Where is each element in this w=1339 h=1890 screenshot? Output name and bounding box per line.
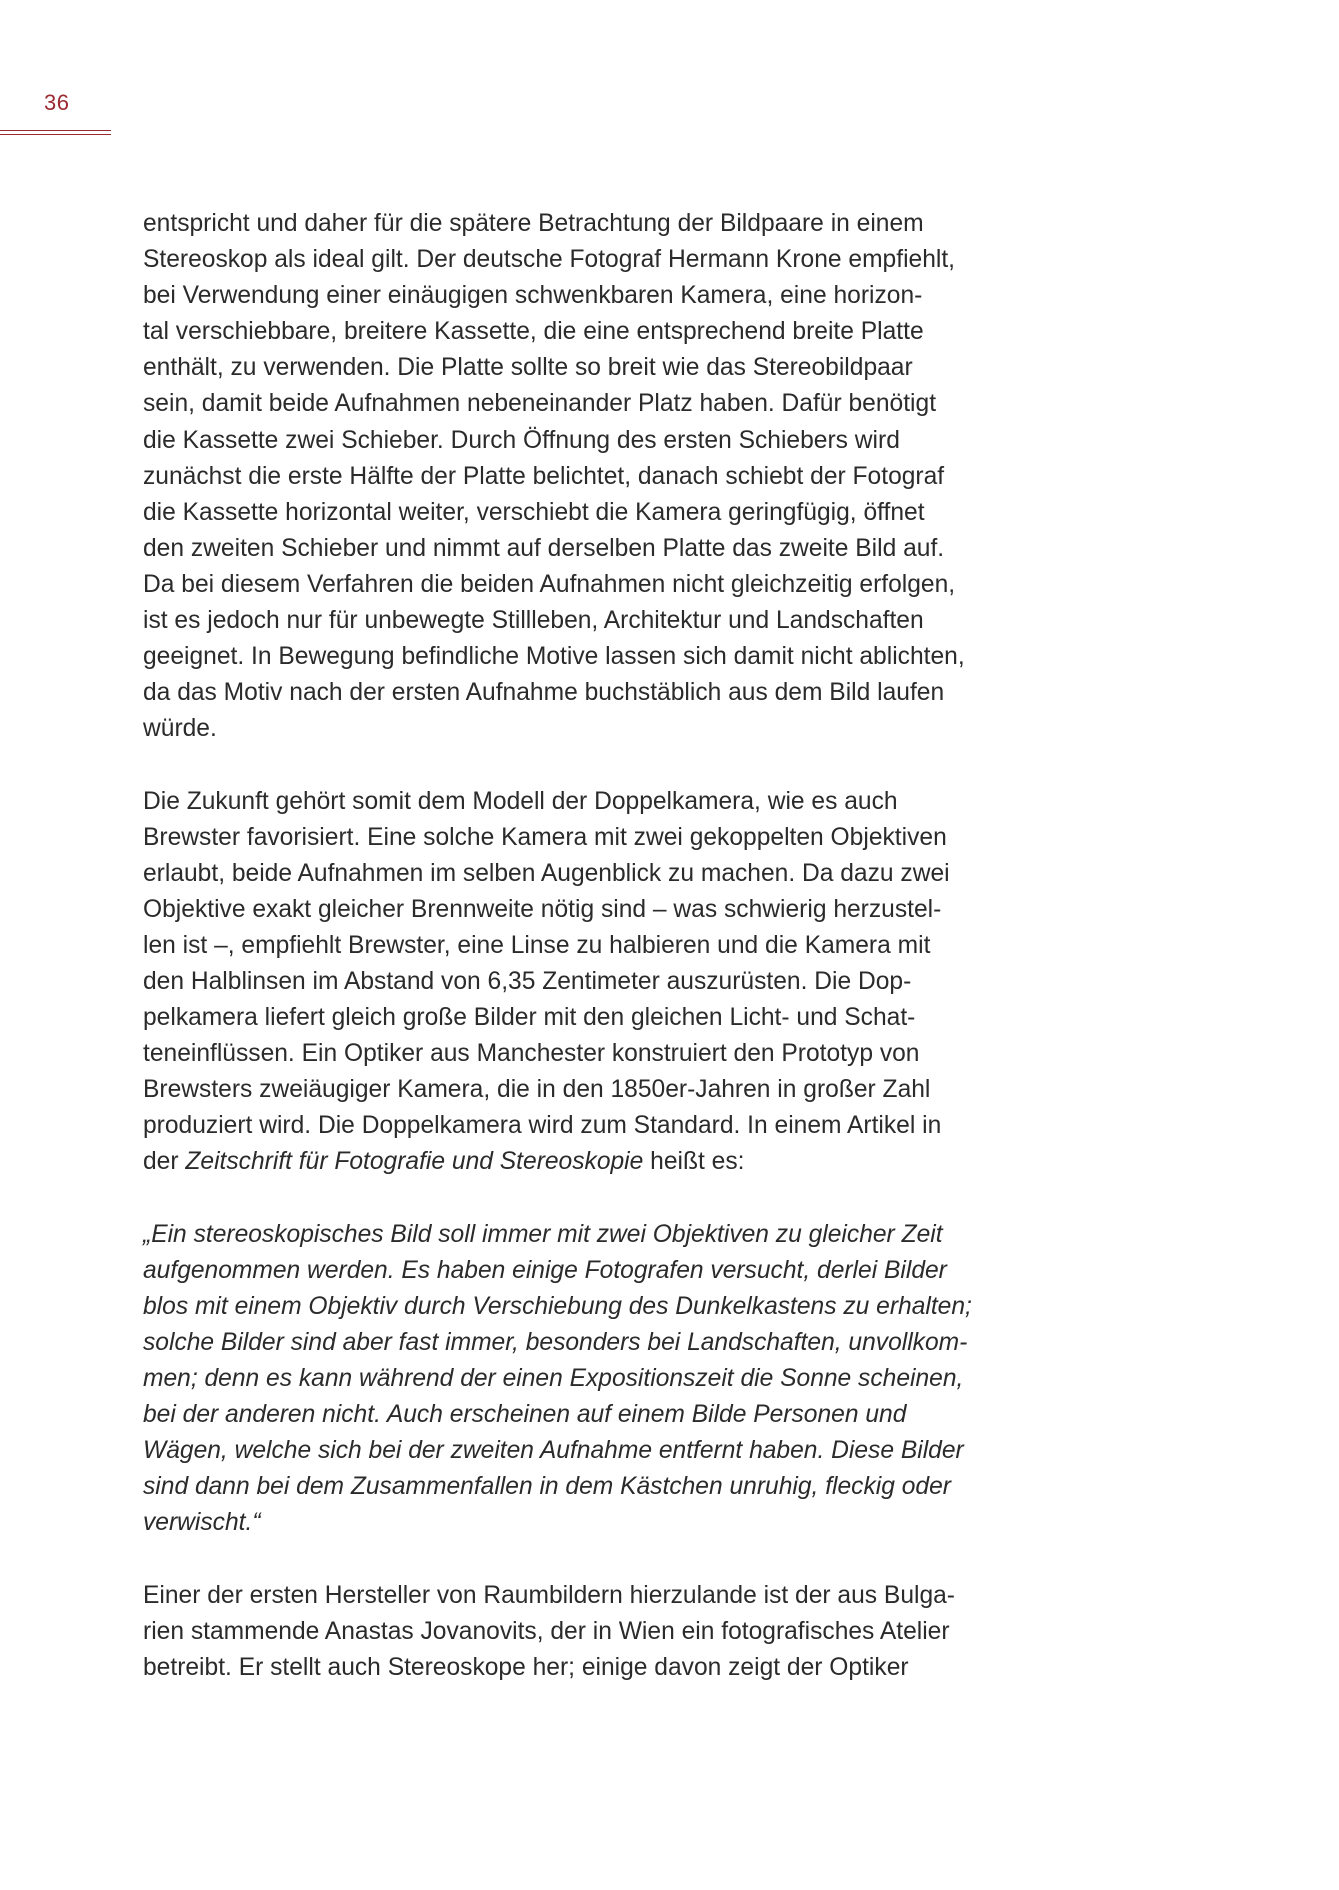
body-text xyxy=(143,206,1043,1722)
text-line: zunächst die erste Hälfte der Platte belichtet, danach schiebt der Fotograf xyxy=(143,462,945,490)
text-line: die Kassette zwei Schieber. Durch Öffnung des ersten Schiebers wird xyxy=(143,426,900,454)
text-line: enthält, zu verwenden. Die Platte sollte so breit wie das Stereobildpaar xyxy=(143,354,913,382)
text-line: bei Verwendung einer einäugigen schwenkbaren Kamera, eine horizon- xyxy=(143,282,923,310)
text-line: len ist –, empfiehlt Brewster, eine Linse zu halbieren und die Kamera mit xyxy=(143,931,931,959)
journal-title: Zeitschrift für Fotografie und Stereoskopie xyxy=(185,1148,644,1176)
paragraph-1 xyxy=(143,206,1043,747)
text-line: ist es jedoch nur für unbewegte Stillleben, Architektur und Landschaften xyxy=(143,607,924,635)
text-line: die Kassette horizontal weiter, verschiebt die Kamera geringfügig, öffnet xyxy=(143,498,925,526)
quote-line: „Ein stereoskopisches Bild soll immer mit zwei Objektiven zu gleicher Zeit xyxy=(143,1220,943,1248)
text-line: Da bei diesem Verfahren die beiden Aufnahmen nicht gleichzeitig erfolgen, xyxy=(143,570,956,598)
quote-line: bei der anderen nicht. Auch erscheinen auf einem Bilde Personen und xyxy=(143,1401,907,1429)
text-line: pelkamera liefert gleich große Bilder mit den gleichen Licht- und Schat- xyxy=(143,1004,916,1032)
quote-line: sind dann bei dem Zusammenfallen in dem Kästchen unruhig, fleckig oder xyxy=(143,1473,951,1501)
text-line: produziert wird. Die Doppelkamera wird zum Standard. In einem Artikel in xyxy=(143,1112,942,1140)
page-number-rule xyxy=(0,130,111,135)
quote-line: Wägen, welche sich bei der zweiten Aufnahme entfernt haben. Diese Bilder xyxy=(143,1437,964,1465)
text-segment: heißt es: xyxy=(643,1148,745,1176)
text-line: erlaubt, beide Aufnahmen im selben Augenblick zu machen. Da dazu zwei xyxy=(143,859,950,887)
text-line: da das Motiv nach der ersten Aufnahme buchstäblich aus dem Bild laufen xyxy=(143,679,945,707)
text-line: Die Zukunft gehört somit dem Modell der Doppelkamera, wie es auch xyxy=(143,787,898,815)
text-line: Einer der ersten Hersteller von Raumbildern hierzulande ist der aus Bulga- xyxy=(143,1581,956,1609)
text-line: würde. xyxy=(143,715,217,743)
text-line: Objektive exakt gleicher Brennweite nötig sind – was schwierig herzustel- xyxy=(143,895,942,923)
paragraph-2 xyxy=(143,784,1043,1181)
paragraph-4 xyxy=(143,1578,1043,1686)
quote-line: solche Bilder sind aber fast immer, besonders bei Landschaften, unvollkom- xyxy=(143,1328,968,1356)
text-line: sein, damit beide Aufnahmen nebeneinander Platz haben. Dafür benötigt xyxy=(143,390,937,418)
quote-line: verwischt.“ xyxy=(143,1509,261,1537)
text-segment: der xyxy=(143,1148,186,1176)
text-line: betreibt. Er stellt auch Stereoskope her; einige davon zeigt der Optiker xyxy=(143,1653,909,1681)
page-number: 36 xyxy=(44,90,70,115)
text-line: Stereoskop als ideal gilt. Der deutsche Fotograf Hermann Krone empfiehlt, xyxy=(143,246,956,274)
text-line: teneinflüssen. Ein Optiker aus Manchester konstruiert den Prototyp von xyxy=(143,1040,920,1068)
quote-line: men; denn es kann während der einen Expositionszeit die Sonne scheinen, xyxy=(143,1365,964,1392)
text-line: entspricht und daher für die spätere Betrachtung der Bildpaare in einem xyxy=(143,210,924,237)
quote-line: aufgenommen werden. Es haben einige Fotografen versucht, derlei Bilder xyxy=(143,1256,947,1284)
text-line: tal verschiebbare, breitere Kassette, die eine entsprechend breite Platte xyxy=(143,318,924,346)
text-line: Brewster favorisiert. Eine solche Kamera mit zwei gekoppelten Objektiven xyxy=(143,823,947,851)
quote-line: blos mit einem Objektiv durch Verschiebung des Dunkelkastens zu erhalten; xyxy=(143,1292,972,1320)
text-line-with-title xyxy=(143,1144,1043,1180)
text-line: geeignet. In Bewegung befindliche Motive lassen sich damit nicht ablichten, xyxy=(143,643,965,671)
block-quote xyxy=(143,1217,1043,1542)
text-line: rien stammende Anastas Jovanovits, der in Wien ein fotografisches Atelier xyxy=(143,1617,950,1645)
text-line: den zweiten Schieber und nimmt auf derselben Platte das zweite Bild auf. xyxy=(143,534,945,562)
text-line: Brewsters zweiäugiger Kamera, die in den 1850er-Jahren in großer Zahl xyxy=(143,1076,931,1104)
text-line: den Halblinsen im Abstand von 6,35 Zentimeter auszurüsten. Die Dop- xyxy=(143,967,912,995)
